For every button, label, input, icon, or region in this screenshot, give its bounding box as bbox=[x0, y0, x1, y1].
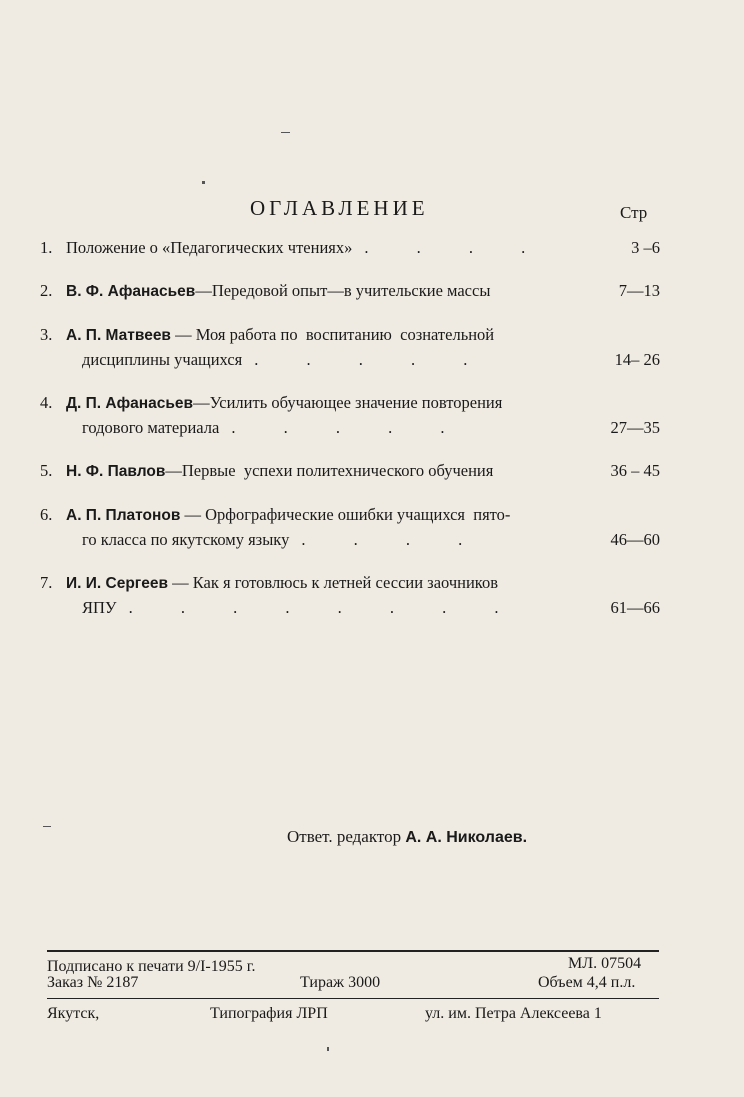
imprint-top-rule bbox=[47, 950, 659, 952]
entry-number: 6. bbox=[40, 505, 53, 524]
entry-pages: 3 –6 bbox=[631, 238, 660, 257]
toc-heading: ОГЛАВЛЕНИЕ bbox=[250, 196, 429, 220]
imprint-bottom-rule bbox=[47, 998, 659, 999]
entry-author: В. Ф. Афанасьев bbox=[66, 283, 196, 300]
leader-dots: . . . . bbox=[364, 238, 548, 257]
paper-speck bbox=[281, 132, 290, 133]
entry-pages: 7—13 bbox=[618, 281, 660, 300]
toc-entry bbox=[40, 236, 660, 260]
entry-title: Положение о «Педагогических чтениях» bbox=[66, 238, 353, 257]
entry-title-continued: го класса по якутскому языку bbox=[82, 530, 290, 549]
entry-title: — Моя работа по воспитанию сознательной bbox=[170, 325, 495, 344]
editor-name: А. А. Николаев. bbox=[405, 829, 528, 846]
toc-entry bbox=[40, 323, 660, 372]
entry-title: —Усилить обучающее значение повторения bbox=[193, 393, 503, 412]
toc-entry bbox=[40, 459, 660, 484]
entry-number: 1. bbox=[40, 238, 53, 257]
imprint-city: Якутск, bbox=[47, 1005, 100, 1022]
entry-title: —Передовой опыт—в учительские массы bbox=[195, 281, 491, 300]
entry-pages: 46—60 bbox=[610, 530, 660, 549]
imprint-order: Заказ № 2187 bbox=[47, 974, 139, 991]
entry-pages: 27—35 bbox=[610, 418, 660, 437]
editor-label: Ответ. редактор bbox=[287, 827, 402, 846]
entry-author: Н. Ф. Павлов bbox=[66, 463, 166, 480]
imprint-signed: Подписано к печати 9/I-1955 г. bbox=[47, 958, 256, 975]
entry-pages: 36 – 45 bbox=[610, 461, 660, 480]
paper-speck bbox=[327, 1047, 329, 1051]
imprint-address: ул. им. Петра Алексеева 1 bbox=[425, 1005, 602, 1022]
entry-number: 2. bbox=[40, 281, 53, 300]
entry-author: А. П. Платонов bbox=[66, 507, 181, 524]
entry-title-continued: годового материала bbox=[82, 418, 220, 437]
imprint-print-run: Тираж 3000 bbox=[300, 974, 381, 991]
entry-title: —Первые успехи политехнического обучения bbox=[165, 461, 494, 480]
responsible-editor bbox=[287, 827, 527, 847]
entry-title-continued: дисциплины учащихся bbox=[82, 350, 243, 369]
entry-number: 5. bbox=[40, 461, 53, 480]
entry-pages: 14– 26 bbox=[614, 350, 660, 369]
toc-entry bbox=[40, 391, 660, 440]
leader-dots: . . . . bbox=[301, 530, 485, 549]
entry-number: 7. bbox=[40, 573, 53, 592]
leader-dots: . . . . . bbox=[231, 418, 467, 437]
paper-speck bbox=[202, 181, 205, 184]
entry-number: 3. bbox=[40, 325, 53, 344]
entry-author: Д. П. Афанасьев bbox=[66, 395, 194, 412]
leader-dots: . . . . . . . . bbox=[128, 598, 521, 617]
imprint-ml: МЛ. 07504 bbox=[568, 955, 642, 972]
entry-number: 4. bbox=[40, 393, 53, 412]
toc-entry bbox=[40, 571, 660, 620]
leader-dots: . . . . . bbox=[254, 350, 490, 369]
entry-title: — Как я готовлюсь к летней сессии заочников bbox=[168, 573, 499, 592]
imprint-volume: Объем 4,4 п.л. bbox=[538, 974, 636, 991]
imprint-printer: Типография ЛРП bbox=[210, 1005, 328, 1022]
entry-title-continued: ЯПУ bbox=[82, 598, 117, 617]
entry-author: И. И. Сергеев bbox=[66, 575, 169, 592]
table-of-contents bbox=[40, 236, 660, 639]
entry-title: — Орфографические ошибки учащихся пято- bbox=[180, 505, 511, 524]
toc-entry bbox=[40, 503, 660, 552]
paper-speck bbox=[43, 826, 51, 827]
entry-pages: 61—66 bbox=[610, 598, 660, 617]
toc-entry bbox=[40, 279, 660, 304]
entry-author: А. П. Матвеев bbox=[66, 327, 171, 344]
pages-column-label: Стр bbox=[620, 203, 648, 222]
